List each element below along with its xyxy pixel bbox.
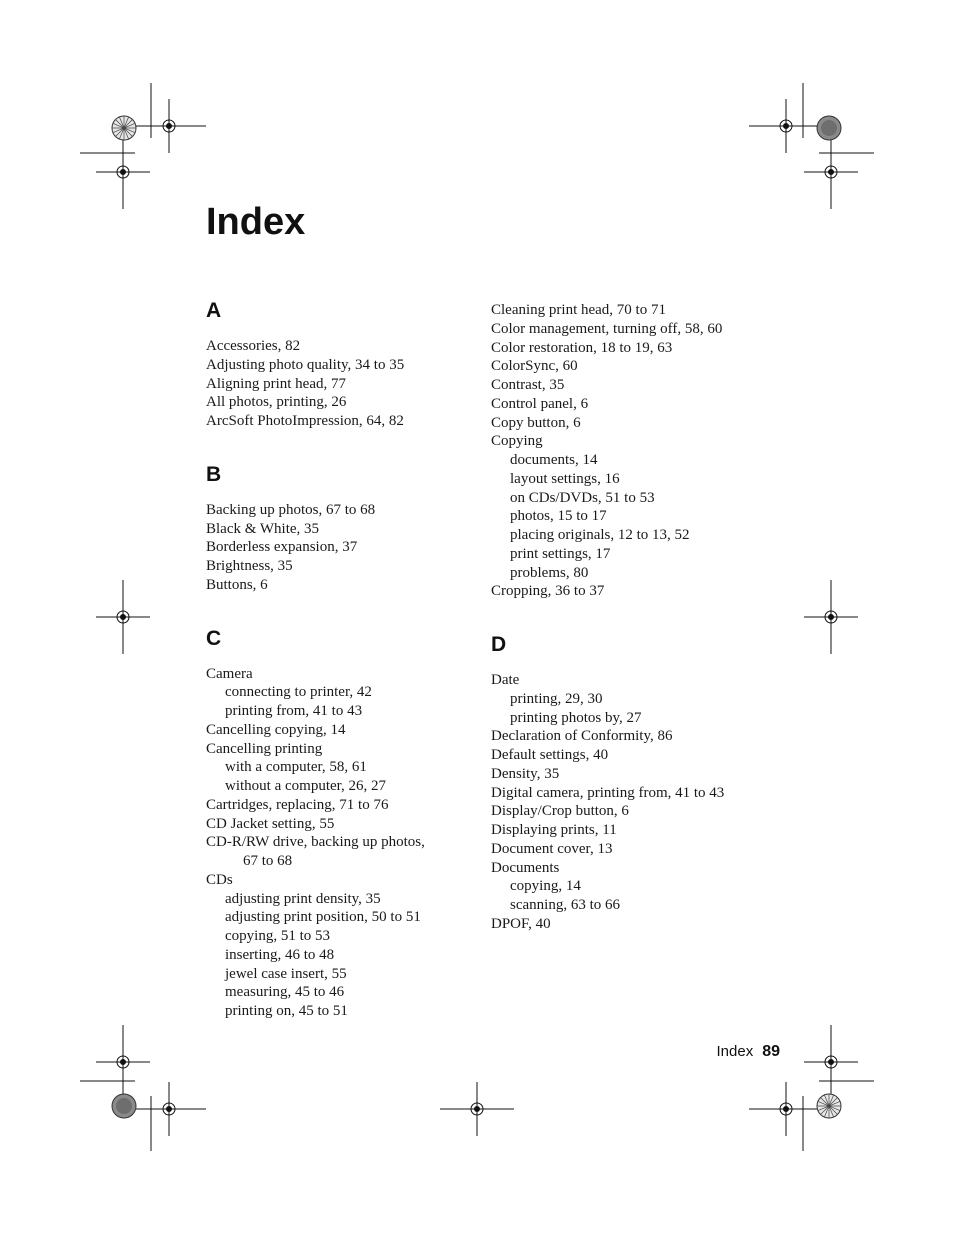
- index-section: [206, 625, 476, 1021]
- index-subentry: copying, 51 to 53: [225, 928, 330, 944]
- index-entry: Brightness, 35: [206, 558, 293, 574]
- index-entry: Digital camera, printing from, 41 to 43: [491, 784, 725, 801]
- section-letter: A: [206, 299, 222, 322]
- index-subentry: placing originals, 12 to 13, 52: [510, 527, 690, 543]
- index-subentry: connecting to printer, 42: [225, 684, 372, 701]
- index-section: [206, 461, 476, 595]
- index-entry: Color restoration, 18 to 19, 63: [491, 339, 673, 356]
- index-subentry: on CDs/DVDs, 51 to 53: [510, 489, 655, 506]
- index-entry: Accessories, 82: [206, 338, 301, 354]
- index-subentry: printing, 29, 30: [510, 690, 603, 707]
- section-letter: C: [206, 626, 222, 650]
- index-entry: Adjusting photo quality, 34 to 35: [206, 356, 405, 373]
- index-entry: CD Jacket setting, 55: [206, 815, 335, 832]
- index-subentry: print settings, 17: [510, 545, 611, 562]
- index-entry: Black & White, 35: [206, 520, 320, 537]
- index-subentry: jewel case insert, 55: [225, 965, 347, 982]
- index-subentry: without a computer, 26, 27: [225, 778, 387, 794]
- page-number: 89: [762, 1043, 780, 1060]
- index-column-left: [206, 297, 476, 1051]
- index-entry: Cancelling printing: [206, 740, 323, 757]
- index-entry: Control panel, 6: [491, 395, 589, 412]
- index-subentry: documents, 14: [510, 452, 598, 468]
- index-subentry: scanning, 63 to 66: [510, 897, 620, 913]
- index-subentry: 67 to 68: [243, 853, 293, 869]
- index-entry: Borderless expansion, 37: [206, 539, 358, 556]
- section-letter: B: [206, 462, 222, 486]
- index-entry: ArcSoft PhotoImpression, 64, 82: [206, 413, 404, 429]
- index-entry: CDs: [206, 871, 233, 888]
- index-entry: Aligning print head, 77: [206, 375, 346, 392]
- index-section: [491, 301, 761, 601]
- index-entry: Document cover, 13: [491, 840, 613, 857]
- index-entry: Density, 35: [491, 765, 560, 782]
- index-entry: Displaying prints, 11: [491, 822, 617, 838]
- index-entry: Default settings, 40: [491, 747, 609, 763]
- index-entry: Copying: [491, 433, 543, 450]
- index-subentry: photos, 15 to 17: [510, 508, 607, 525]
- index-entry: Camera: [206, 665, 253, 682]
- index-entry: Buttons, 6: [206, 576, 268, 593]
- index-subentry: adjusting print position, 50 to 51: [225, 909, 421, 926]
- index-column-right: [491, 301, 761, 964]
- index-subentry: layout settings, 16: [510, 470, 620, 487]
- index-subentry: printing on, 45 to 51: [225, 1003, 348, 1019]
- index-subentry: inserting, 46 to 48: [225, 946, 335, 963]
- index-entry: Contrast, 35: [491, 377, 565, 393]
- index-section: [206, 297, 476, 431]
- index-subentry: printing photos by, 27: [510, 709, 642, 726]
- index-entry: Cleaning print head, 70 to 71: [491, 302, 666, 318]
- index-subentry: copying, 14: [510, 878, 581, 895]
- index-subentry: measuring, 45 to 46: [225, 984, 345, 1001]
- index-entry: Cropping, 36 to 37: [491, 583, 605, 600]
- index-entry: Documents: [491, 859, 560, 876]
- page-footer: [717, 1040, 781, 1064]
- index-subentry: adjusting print density, 35: [225, 890, 381, 907]
- index-subentry: with a computer, 58, 61: [225, 759, 367, 776]
- index-entry: DPOF, 40: [491, 915, 551, 932]
- index-entry: Backing up photos, 67 to 68: [206, 501, 376, 518]
- index-entry: Color management, turning off, 58, 60: [491, 320, 723, 337]
- index-entry: ColorSync, 60: [491, 358, 578, 375]
- page-title: Index: [206, 201, 306, 243]
- index-entry: All photos, printing, 26: [206, 394, 347, 411]
- index-entry: Copy button, 6: [491, 414, 581, 431]
- index-entry: Date: [491, 672, 520, 688]
- footer-label: Index: [716, 1043, 754, 1060]
- index-entry: Display/Crop button, 6: [491, 803, 629, 820]
- section-letter: D: [491, 633, 507, 656]
- index-subentry: problems, 80: [510, 564, 589, 581]
- index-entry: Cartridges, replacing, 71 to 76: [206, 796, 389, 813]
- index-entry: Cancelling copying, 14: [206, 721, 346, 738]
- index-entry: CD-R/RW drive, backing up photos,: [206, 834, 425, 851]
- index-entry: Declaration of Conformity, 86: [491, 728, 673, 745]
- index-subentry: printing from, 41 to 43: [225, 703, 363, 719]
- index-section: [491, 631, 761, 934]
